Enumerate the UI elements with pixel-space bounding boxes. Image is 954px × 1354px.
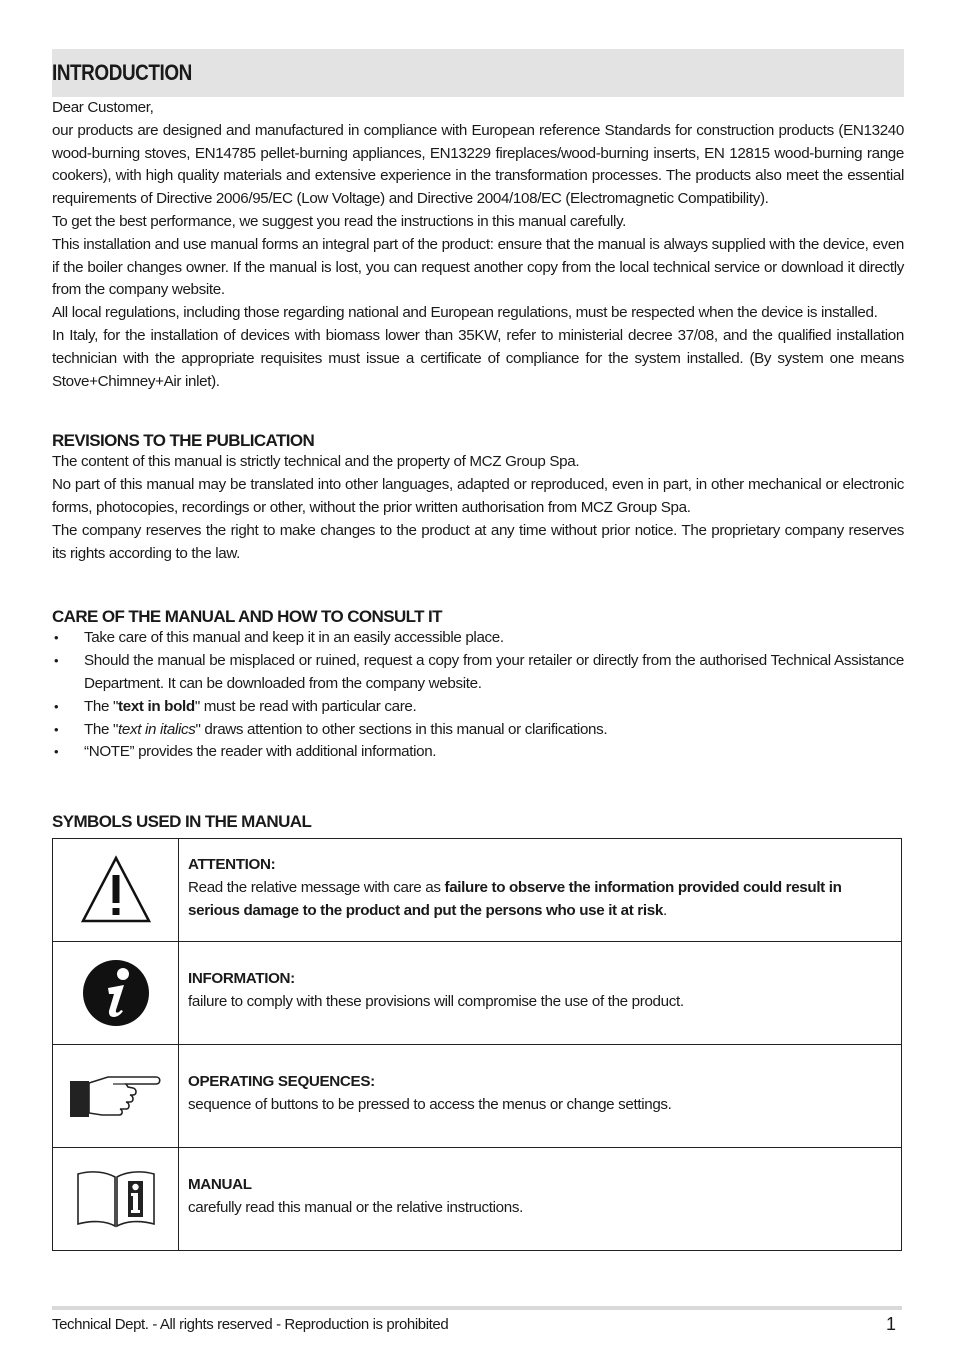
attention-title: ATTENTION: — [188, 855, 276, 873]
list-item: • The "text in bold" must be read with particular care. — [52, 696, 904, 719]
manual-text: carefully read this manual or the relative instructions. — [188, 1199, 523, 1217]
footer-divider — [52, 1306, 902, 1310]
italic-text-example: text in italics — [118, 720, 196, 738]
warning-triangle-icon — [80, 855, 152, 925]
symbols-title: SYMBOLS USED IN THE MANUAL — [52, 812, 312, 832]
intro-header-bar — [52, 49, 904, 97]
pointing-hand-icon — [68, 1071, 164, 1121]
revisions-paragraph-2: No part of this manual may be translated into other languages, adapted or reproduced, even in part, in other mechanical or electronic forms, photocopies, recordings or other, without the prior written authorisation from MCZ Group Spa. — [52, 476, 904, 516]
intro-paragraph-5: In Italy, for the installation of devices with biomass lower than 35KW, refer to ministerial decree 37/08, and the qualified installation technician with the appropriate requisites must issue a certificate of compliance for the system installed. (By system one means Stove+Chimney+Air inlet). — [52, 326, 904, 390]
manual-book-icon — [74, 1168, 158, 1230]
information-icon — [81, 958, 151, 1028]
attention-text: Read the relative message with care as — [188, 878, 445, 896]
page-content — [52, 49, 904, 1251]
symbols-table — [52, 838, 902, 1251]
operating-sequences-text: sequence of buttons to be pressed to access the menus or change settings. — [188, 1096, 672, 1114]
intro-paragraph-1: our products are designed and manufactured in compliance with European reference Standards for construction products (EN13240 wood-burning stoves, EN14785 pellet-burning appliances, EN13229 fireplaces/wood-burning inserts, EN 12815 wood-burning range cookers), with high quality materials and extensive experience in the transformation processes. The products also meet the essential requirements of Directive 2006/95/EC (Low Voltage) and Directive 2004/108/EC (Electromagnetic Compatibility). — [52, 121, 904, 208]
table-row — [53, 942, 902, 1045]
revisions-section — [52, 431, 904, 565]
operating-sequences-title: OPERATING SEQUENCES: — [188, 1073, 375, 1091]
revisions-paragraph-1: The content of this manual is strictly technical and the property of MCZ Group Spa. — [52, 453, 580, 471]
page-number: 1 — [885, 1314, 896, 1334]
table-row — [53, 1148, 902, 1251]
care-section — [52, 607, 904, 764]
revisions-paragraph-3: The company reserves the right to make changes to the product at any time without prior notice. The proprietary company reserves its rights according to the law. — [52, 521, 904, 562]
intro-paragraph-2: To get the best performance, we suggest you read the instructions in this manual carefully. — [52, 212, 627, 230]
intro-title: INTRODUCTION — [52, 60, 192, 85]
footer-text: Technical Dept. - All rights reserved - Reproduction is prohibited — [52, 1316, 449, 1333]
list-item: • The "text in italics" draws attention to other sections in this manual or clarifications. — [52, 719, 904, 742]
intro-paragraph-3: This installation and use manual forms an integral part of the product: ensure that the manual is always supplied with the device, even if the boiler changes owner. If the manual is lost, you can request another copy from the local technical service or download it directly from the company website. — [52, 235, 904, 299]
table-row: ATTENTION: Read the relative message with care as failure to observe the information provided could result in serious damage to the product and put the persons who use it at risk. — [53, 839, 902, 942]
bold-text-example: text in bold — [118, 697, 195, 715]
attention-bold-text: failure to observe the information provided could result in serious damage to the product and put the persons who use it at risk — [188, 878, 842, 919]
table-row — [53, 1045, 902, 1148]
list-item: • “NOTE” provides the reader with additional information. — [52, 741, 904, 764]
list-item: • Take care of this manual and keep it in an easily accessible place. — [52, 627, 904, 650]
list-item: • Should the manual be misplaced or ruined, request a copy from your retailer or directly from the authorised Technical Assistance Department. It can be downloaded from the company website. — [52, 650, 904, 696]
intro-paragraph-4: All local regulations, including those regarding national and European regulations, must be respected when the device is installed. — [52, 304, 878, 322]
care-title: CARE OF THE MANUAL AND HOW TO CONSULT IT — [52, 607, 442, 627]
intro-greeting: Dear Customer, — [52, 99, 154, 116]
manual-title: MANUAL — [188, 1176, 252, 1194]
information-title: INFORMATION: — [188, 970, 295, 988]
information-text: failure to comply with these provisions will compromise the use of the product. — [188, 993, 684, 1011]
revisions-title: REVISIONS TO THE PUBLICATION — [52, 431, 315, 451]
care-bullet-list — [52, 627, 904, 764]
intro-body — [52, 97, 904, 393]
symbols-section — [52, 812, 904, 1251]
